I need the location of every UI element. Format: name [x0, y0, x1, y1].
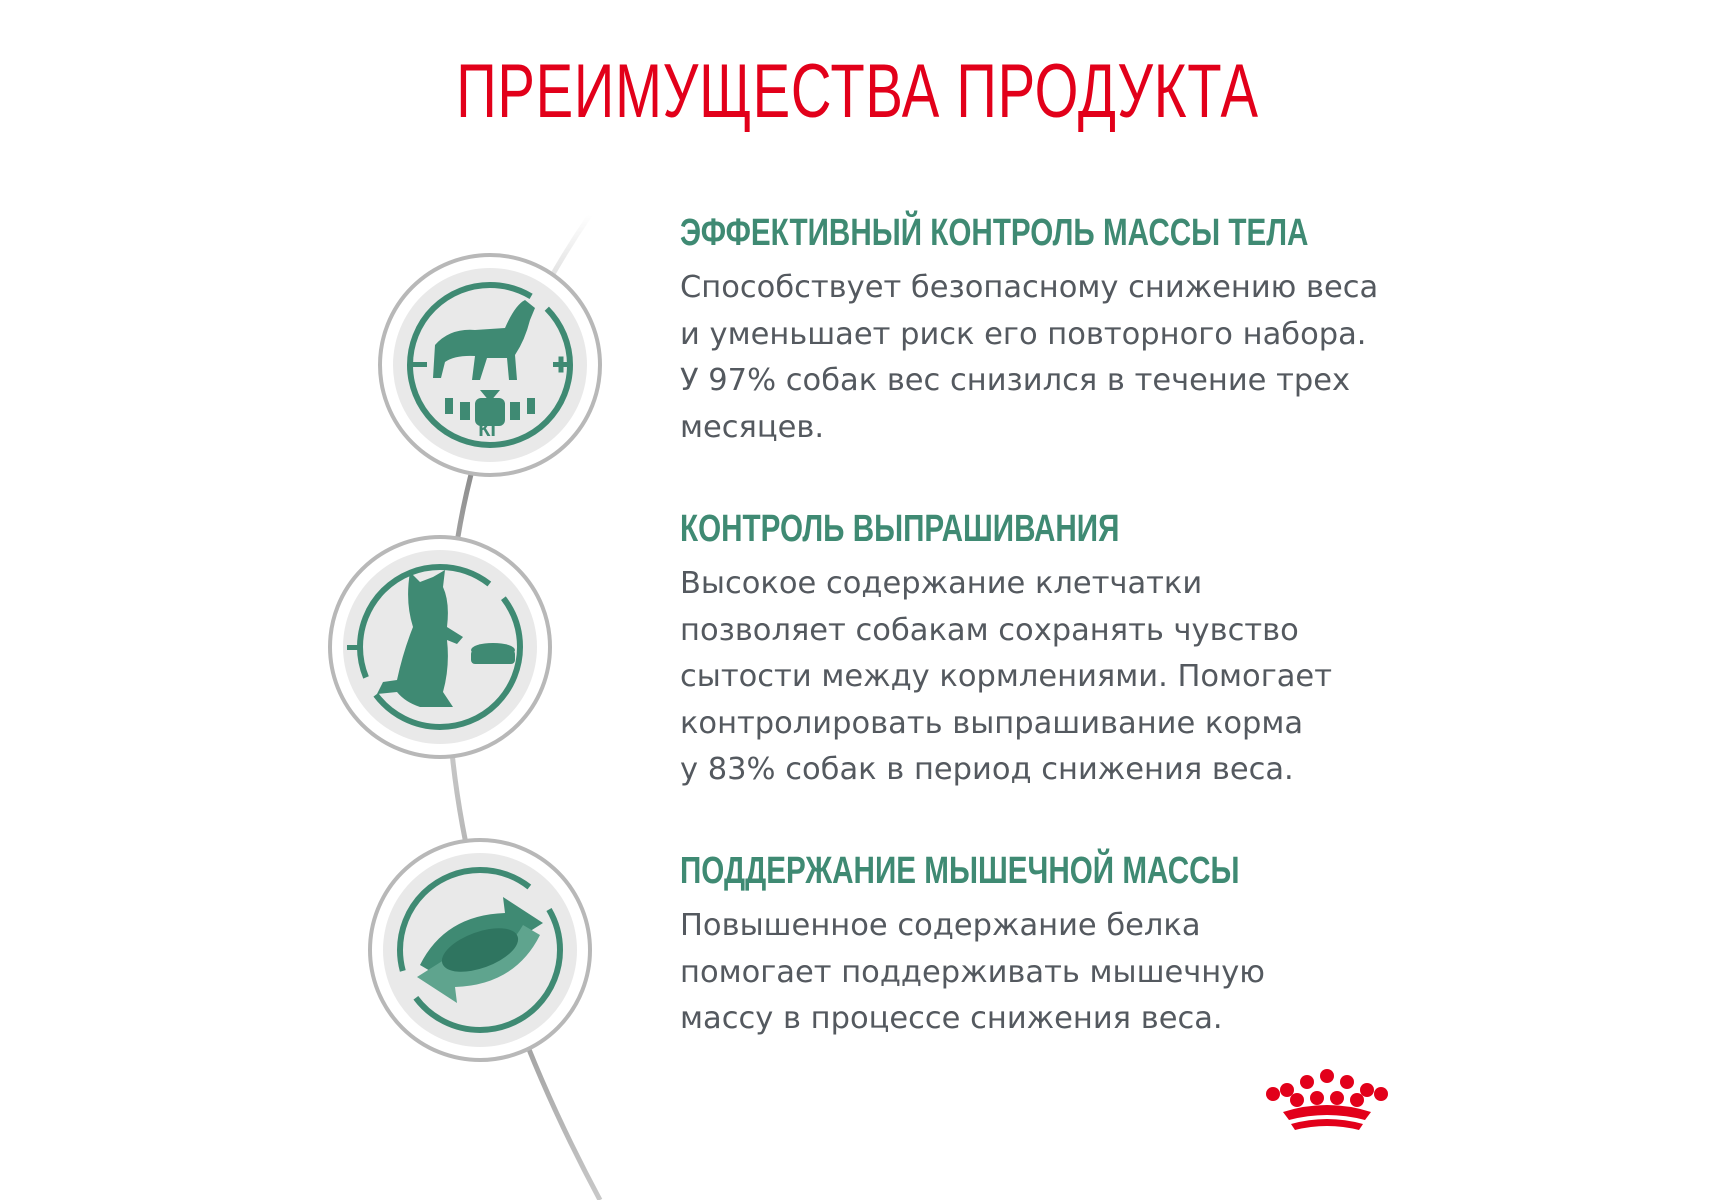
benefit-description: Повышенное содержание белка помогает поддерживать мышечную массу в процессе снижения веса. — [680, 908, 1265, 1036]
page-title: ПРЕИМУЩЕСТВА ПРОДУКТА — [456, 49, 1259, 134]
royal-canin-crown-logo — [1265, 1068, 1390, 1142]
weight-control-badge — [375, 250, 605, 484]
benefit-heading: ПОДДЕРЖАНИЕ МЫШЕЧНОЙ МАССЫ — [680, 850, 1240, 892]
kg-label: КГ — [478, 419, 502, 441]
benefit-heading: КОНТРОЛЬ ВЫПРАШИВАНИЯ — [680, 508, 1120, 550]
benefit-description: Способствует безопасному снижению веса и уменьшает риск его повторного набора. У 97% собак вес снизился в течение трех месяцев. — [680, 270, 1379, 445]
benefit-begging-control — [680, 508, 1420, 794]
benefit-heading: ЭФФЕКТИВНЫЙ КОНТРОЛЬ МАССЫ ТЕЛА — [680, 212, 1309, 254]
benefit-muscle-mass — [680, 850, 1420, 1043]
benefit-weight-control — [680, 212, 1420, 451]
begging-control-badge — [325, 532, 555, 766]
muscle-mass-badge — [365, 835, 595, 1069]
benefit-description: Высокое содержание клетчатки позволяет собакам сохранять чувство сытости между кормлениями. Помогает контролировать выпрашивание корма у 83% собак в период снижения веса. — [680, 566, 1332, 787]
